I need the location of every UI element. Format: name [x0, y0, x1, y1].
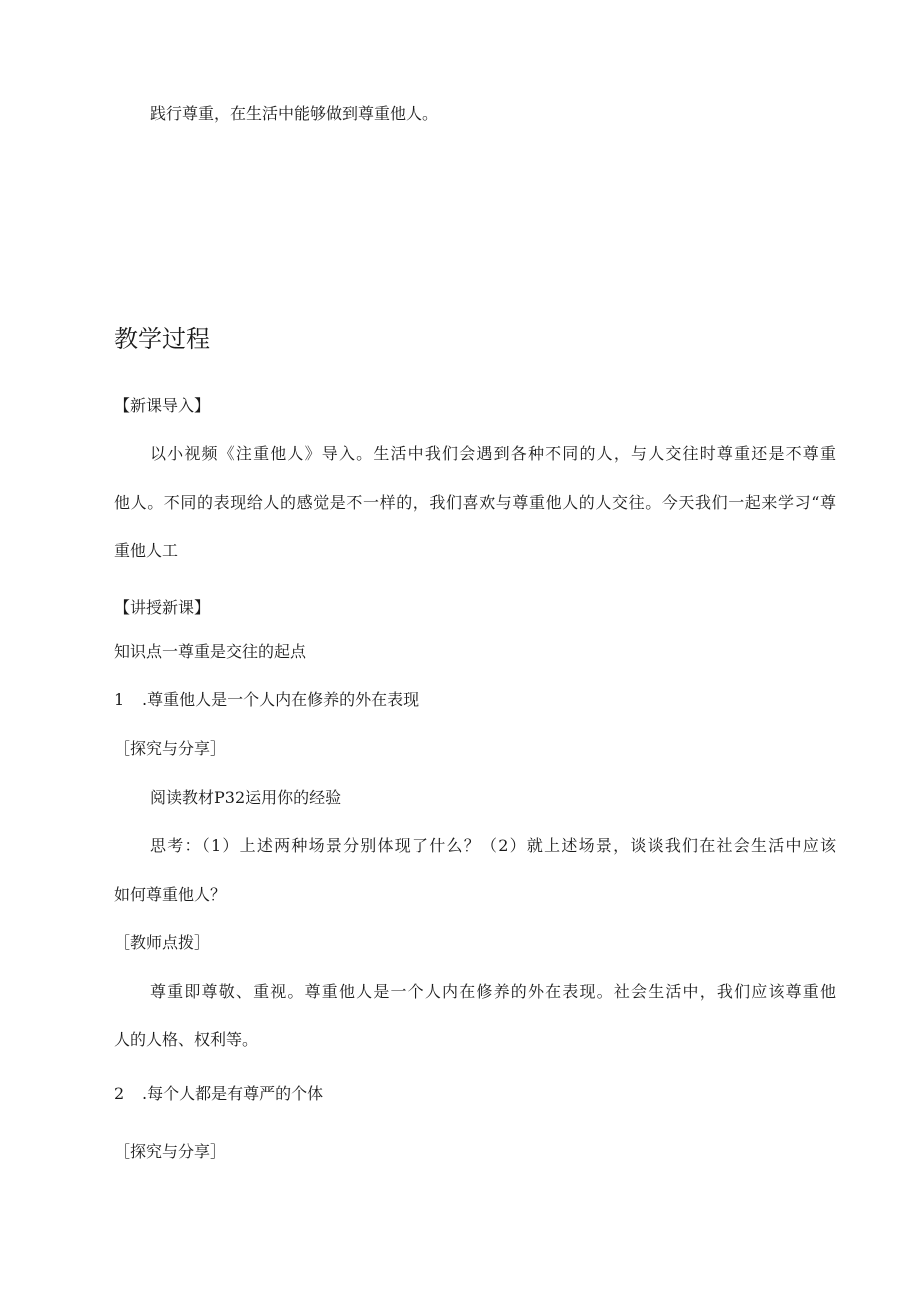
think-line-2: 如何尊重他人？	[114, 885, 227, 904]
teacher-tip-heading: ［教师点拨］	[114, 933, 211, 952]
teacher-tip-line-1: 尊重即尊敬、重视。尊重他人是一个人内在修养的外在表现。社会生活中，我们应该尊重他	[150, 982, 836, 1001]
point-2-text: .每个人都是有尊严的个体	[142, 1084, 324, 1103]
new-lesson-heading: 【新课导入】	[114, 396, 211, 415]
point-1-number: 1	[114, 690, 125, 709]
point-2-line	[114, 1083, 836, 1105]
point-1-line	[114, 689, 836, 711]
section-title: 教学过程	[114, 325, 210, 353]
teacher-tip-line-2: 人的人格、权利等。	[114, 1030, 259, 1049]
intro-paragraph-line-2: 他人。不同的表现给人的感觉是不一样的，我们喜欢与尊重他人的人交往。今天我们一起来学习“尊	[114, 493, 836, 512]
intro-paragraph-line-1: 以小视频《注重他人》导入。生活中我们会遇到各种不同的人，与人交往时尊重还是不尊重	[150, 444, 836, 463]
knowledge-point-title: 知识点一尊重是交往的起点	[114, 642, 307, 661]
read-textbook-line: 阅读教材P32运用你的经验	[150, 788, 342, 807]
teaching-heading: 【讲授新课】	[114, 598, 211, 617]
intro-line: 践行尊重，在生活中能够做到尊重他人。	[150, 104, 439, 123]
intro-paragraph-line-3: 重他人工	[114, 541, 179, 560]
explore-share-2: ［探究与分享］	[114, 1142, 227, 1161]
think-line-1: 思考：（1）上述两种场景分别体现了什么？（2）就上述场景，谈谈我们在社会生活中应该	[150, 836, 836, 855]
point-2-number: 2	[114, 1084, 125, 1103]
point-1-text: .尊重他人是一个人内在修养的外在表现	[142, 690, 420, 709]
explore-share-1: ［探究与分享］	[114, 739, 227, 758]
